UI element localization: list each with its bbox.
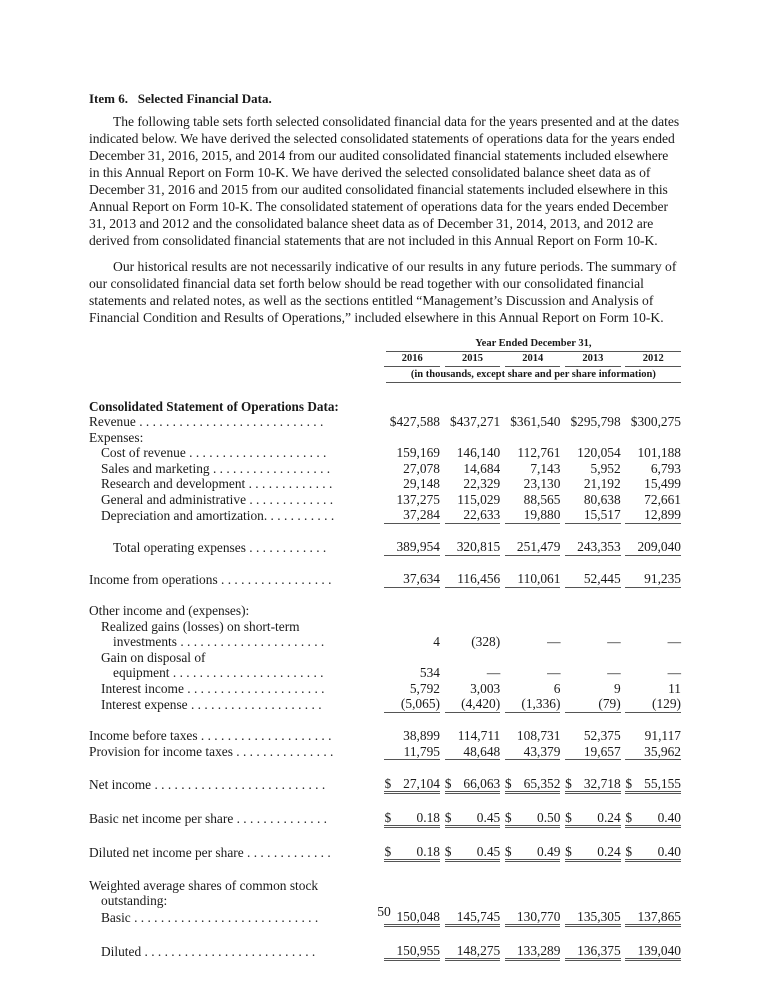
- cell-2014: (1,336): [505, 696, 561, 712]
- cell-2013: 52,375: [583, 728, 621, 743]
- cell-2015: 22,633: [445, 507, 501, 523]
- cell-2016: 0.18: [416, 843, 440, 859]
- cell-2012: 209,040: [625, 539, 681, 555]
- table-row-basic-shares: Basic . . . . . . . . . . . . . . . . . . . . . . . . . . . . 150,048 145,745 130,770 135,305 137,865: [101, 908, 681, 925]
- item-number: Item 6.: [89, 91, 128, 106]
- row-label: Depreciation and amortization: [101, 507, 264, 523]
- cell-2015: 0.45: [476, 843, 501, 859]
- cell-2015: $437,271: [450, 414, 501, 429]
- cell-2016: 4: [433, 634, 440, 649]
- cell-2013: $295,798: [570, 414, 621, 429]
- table-row-gain-disposal: equipment . . . . . . . . . . . . . . . . . . . . . . . 534 — — — —: [113, 665, 681, 680]
- row-label: Basic: [101, 910, 131, 925]
- section-title: Consolidated Statement of Operations Data:: [89, 398, 339, 414]
- cell-2013: 32,718: [583, 775, 621, 791]
- currency-symbol: $: [565, 775, 572, 791]
- row-label: Income before taxes: [89, 728, 198, 743]
- cell-2015: 48,648: [445, 744, 501, 760]
- row-label: Interest income: [101, 680, 184, 696]
- cell-2013: 120,054: [577, 445, 621, 460]
- cell-2015: 148,275: [445, 943, 501, 960]
- cell-2014: 19,880: [505, 507, 561, 523]
- cell-2016: $427,588: [389, 414, 440, 429]
- row-label: Total operating expenses: [113, 539, 246, 555]
- cell-2013: (79): [565, 696, 621, 712]
- cell-2014: 110,061: [505, 571, 561, 587]
- table-row-sales-marketing: Sales and marketing . . . . . . . . . . . . . . . . . . 27,078 14,684 7,143 5,952 6,793: [101, 460, 681, 476]
- row-label: General and administrative: [101, 491, 247, 507]
- cell-2012: 137,865: [625, 909, 681, 926]
- cell-2012: 139,040: [625, 943, 681, 960]
- row-label-weighted-shares-line2: outstanding:: [101, 893, 168, 908]
- cell-2013: 243,353: [565, 539, 621, 555]
- cell-2014: 0.49: [537, 843, 561, 859]
- cell-2014: 23,130: [523, 476, 561, 491]
- cell-2013: 0.24: [597, 843, 621, 859]
- cell-2013: 15,517: [565, 507, 621, 523]
- cell-2015: 66,063: [463, 775, 501, 791]
- cell-2016: 27,104: [403, 775, 440, 791]
- cell-2015: 116,456: [445, 571, 501, 587]
- cell-2012: 11: [668, 680, 681, 696]
- cell-2013: 19,657: [565, 744, 621, 760]
- table-row-net-income: Net income . . . . . . . . . . . . . . . . . . . . . . . . . . $ 27,104 $ 66,063 $ 65,352 $ 32,718 $ 55,155: [89, 775, 681, 792]
- cell-2013: —: [607, 634, 621, 649]
- table-row-depreciation-amortization: Depreciation and amortization. . . . . . . . . . . 37,284 22,633 19,880 15,517 12,899: [101, 507, 681, 523]
- cell-2015: 145,745: [445, 909, 501, 926]
- cell-2016: 27,078: [403, 460, 440, 476]
- row-label-realized-gains-line1: Realized gains (losses) on short-term: [101, 618, 300, 634]
- year-header-row: [89, 352, 681, 368]
- currency-symbol: $: [384, 843, 392, 859]
- row-label: Research and development: [101, 476, 246, 491]
- cell-2012: —: [667, 634, 681, 649]
- cell-2015: 3,003: [470, 680, 501, 696]
- cell-2014: 108,731: [516, 728, 561, 743]
- cell-2012: 91,235: [625, 571, 681, 587]
- cell-2012: 0.40: [657, 843, 681, 859]
- currency-symbol: $: [504, 775, 512, 791]
- cell-2016: (5,065): [384, 696, 440, 712]
- currency-symbol: $: [444, 843, 452, 859]
- row-label: Diluted net income per share: [89, 845, 244, 860]
- currency-symbol: $: [625, 843, 633, 859]
- cell-2016: 38,899: [403, 728, 440, 743]
- cell-2015: 0.45: [476, 809, 501, 825]
- cell-2014: 0.50: [537, 809, 561, 825]
- period-header: Year Ended December 31,: [386, 337, 681, 352]
- cell-2014: 65,352: [523, 775, 561, 791]
- cell-2015: 115,029: [457, 491, 501, 507]
- document-page: [89, 90, 681, 961]
- intro-paragraph: The following table sets forth selected consolidated financial data for the years presented and at the dates indicated below. We have derived the selected consolidated statements of operations data for the years ended December 31, 2016, 2015, and 2014 from our audited consolidated financial statements included elsewhere in this Annual Report on Form 10-K. We have derived the selected consolidated balance sheet data as of December 31, 2016 and 2015 from our audited consolidated financial statements included elsewhere in this Annual Report on Form 10-K. The consolidated statement of operations data for the years ended December 31, 2013 and 2012 and the consolidated balance sheet data as of December 31, 2014, 2013, and 2012 are derived from consolidated financial statements that are not included in this Annual Report on Form 10-K.: [89, 114, 680, 248]
- item-title: Selected Financial Data.: [137, 91, 272, 106]
- cell-2013: 136,375: [565, 943, 621, 960]
- table-row-cost-of-revenue: Cost of revenue . . . . . . . . . . . . . . . . . . . . . 159,169 146,140 112,761 120,054 101,188: [101, 445, 681, 460]
- currency-symbol: $: [444, 809, 452, 825]
- table-row-basic-eps: Basic net income per share . . . . . . . . . . . . . . $ 0.18 $ 0.45 $ 0.50 $ 0.24 $ 0.40: [89, 809, 681, 826]
- cell-2016: 11,795: [384, 744, 440, 760]
- row-label: Cost of revenue: [101, 445, 186, 460]
- row-label: Net income: [89, 777, 152, 792]
- cell-2016: 37,284: [384, 507, 440, 523]
- currency-symbol: $: [444, 775, 452, 791]
- cell-2012: 35,962: [625, 744, 681, 760]
- cell-2015: —: [486, 665, 501, 680]
- currency-symbol: $: [504, 843, 512, 859]
- cell-2014: 112,761: [517, 445, 561, 460]
- row-label: Interest expense: [101, 696, 188, 712]
- cell-2016: 5,792: [409, 680, 440, 696]
- table-row-interest-income: Interest income . . . . . . . . . . . . . . . . . . . . . 5,792 3,003 6 9 11: [101, 680, 681, 696]
- currency-symbol: $: [504, 809, 512, 825]
- cell-2015: 320,815: [445, 539, 501, 555]
- cell-2013: 135,305: [565, 909, 621, 926]
- cell-2012: —: [667, 665, 681, 680]
- cell-2012: 0.40: [657, 809, 681, 825]
- cell-2014: 43,379: [505, 744, 561, 760]
- row-label-gain-disposal-line1: Gain on disposal of: [101, 649, 206, 665]
- cell-2013: 52,445: [565, 571, 621, 587]
- currency-symbol: $: [625, 809, 633, 825]
- cell-2016: 37,634: [384, 571, 440, 587]
- row-label-expenses: Expenses:: [89, 429, 144, 445]
- row-label: investments: [113, 634, 177, 649]
- cell-2013: 0.24: [597, 809, 621, 825]
- currency-symbol: $: [625, 775, 633, 791]
- cell-2016: 150,955: [384, 943, 440, 960]
- cell-2012: (129): [625, 696, 681, 712]
- currency-symbol: $: [384, 775, 392, 791]
- units-note: (in thousands, except share and per share information): [386, 367, 681, 383]
- table-row-income-before-taxes: Income before taxes . . . . . . . . . . . . . . . . . . . . 38,899 114,711 108,731 52,375 91,117: [89, 728, 681, 743]
- table-row-research-development: Research and development . . . . . . . . . . . . . 29,148 22,329 23,130 21,192 15,499: [101, 476, 681, 491]
- year-header: 2016: [384, 352, 440, 367]
- cell-2012: 12,899: [625, 507, 681, 523]
- cell-2016: 159,169: [396, 445, 440, 460]
- table-row-revenue: Revenue . . . . . . . . . . . . . . . . . . . . . . . . . . . . $427,588 $437,271 $361,540 $295,798 $300,275: [89, 414, 681, 429]
- table-row-interest-expense: Interest expense . . . . . . . . . . . . . . . . . . . . (5,065) (4,420) (1,336) (79) (129): [101, 696, 681, 712]
- disclaimer-paragraph: Our historical results are not necessarily indicative of our results in any future periods. The summary of our consolidated financial data set forth below should be read together with our consolidated financial statements and related notes, as well as the sections entitled “Management’s Discussion and Analysis of Financial Condition and Results of Operations,” included elsewhere in this Annual Report on Form 10-K.: [89, 259, 677, 325]
- cell-2016: 0.18: [416, 809, 440, 825]
- table-row-general-administrative: General and administrative . . . . . . . . . . . . . 137,275 115,029 88,565 80,638 72,661: [101, 491, 681, 507]
- cell-2015: 14,684: [463, 460, 501, 476]
- cell-2014: 6: [553, 680, 561, 696]
- section-heading: [89, 90, 681, 107]
- row-label: Provision for income taxes: [89, 744, 233, 759]
- table-row-realized-gains: investments . . . . . . . . . . . . . . . . . . . . . . 4 (328) — — —: [113, 634, 681, 649]
- cell-2016: 137,275: [396, 491, 440, 507]
- selected-financial-data-table: [89, 336, 681, 961]
- cell-2012: 15,499: [644, 476, 681, 491]
- cell-2014: —: [547, 665, 561, 680]
- year-header: 2012: [625, 352, 681, 367]
- row-label-other-income: Other income and (expenses):: [89, 603, 250, 618]
- row-label-weighted-shares-line1: Weighted average shares of common stock: [89, 877, 319, 893]
- cell-2014: $361,540: [510, 414, 561, 429]
- cell-2013: 9: [613, 680, 621, 696]
- currency-symbol: $: [565, 843, 572, 859]
- row-label: Basic net income per share: [89, 811, 234, 826]
- cell-2013: 80,638: [583, 491, 621, 507]
- year-header: 2015: [445, 352, 501, 367]
- cell-2015: (4,420): [445, 696, 501, 712]
- table-row-diluted-shares: Diluted . . . . . . . . . . . . . . . . . . . . . . . . . . 150,955 148,275 133,289 136,375 139,040: [101, 942, 681, 959]
- cell-2015: (328): [471, 634, 501, 649]
- cell-2013: —: [607, 665, 621, 680]
- cell-2015: 22,329: [463, 476, 501, 491]
- row-label: Diluted: [101, 944, 142, 959]
- cell-2013: 5,952: [590, 460, 621, 476]
- table-row-total-operating-expenses: Total operating expenses . . . . . . . . . . . . 389,954 320,815 251,479 243,353 209,040: [113, 539, 681, 555]
- cell-2015: 114,711: [457, 728, 501, 743]
- page-number: 50: [377, 904, 391, 919]
- cell-2014: 133,289: [505, 943, 561, 960]
- cell-2012: 6,793: [650, 460, 681, 476]
- currency-symbol: $: [384, 809, 392, 825]
- cell-2012: 91,117: [644, 728, 681, 743]
- year-header: 2014: [505, 352, 561, 367]
- cell-2012: 72,661: [644, 491, 681, 507]
- cell-2014: 7,143: [530, 460, 561, 476]
- row-label: Income from operations: [89, 571, 218, 587]
- cell-2016: 534: [419, 665, 440, 680]
- year-header: 2013: [565, 352, 621, 367]
- table-row-diluted-eps: Diluted net income per share . . . . . . . . . . . . . $ 0.18 $ 0.45 $ 0.49 $ 0.24 $ 0.40: [89, 843, 681, 860]
- cell-2016: 150,048: [384, 909, 440, 926]
- cell-2015: 146,140: [456, 445, 501, 460]
- cell-2014: 130,770: [505, 909, 561, 926]
- table-row-income-from-operations: Income from operations . . . . . . . . . . . . . . . . . 37,634 116,456 110,061 52,445 91,235: [89, 571, 681, 587]
- cell-2012: 101,188: [637, 445, 681, 460]
- cell-2014: 88,565: [523, 491, 561, 507]
- cell-2012: 55,155: [644, 775, 681, 791]
- row-label: Sales and marketing: [101, 460, 210, 476]
- currency-symbol: $: [565, 809, 572, 825]
- row-label: equipment: [113, 665, 170, 680]
- table-row-provision-income-taxes: Provision for income taxes . . . . . . . . . . . . . . . 11,795 48,648 43,379 19,657 35,962: [89, 743, 681, 759]
- cell-2014: 251,479: [505, 539, 561, 555]
- cell-2013: 21,192: [583, 476, 621, 491]
- row-label: Revenue: [89, 414, 136, 429]
- cell-2016: 389,954: [384, 539, 440, 555]
- cell-2014: —: [547, 634, 561, 649]
- cell-2016: 29,148: [403, 476, 440, 491]
- cell-2012: $300,275: [630, 414, 681, 429]
